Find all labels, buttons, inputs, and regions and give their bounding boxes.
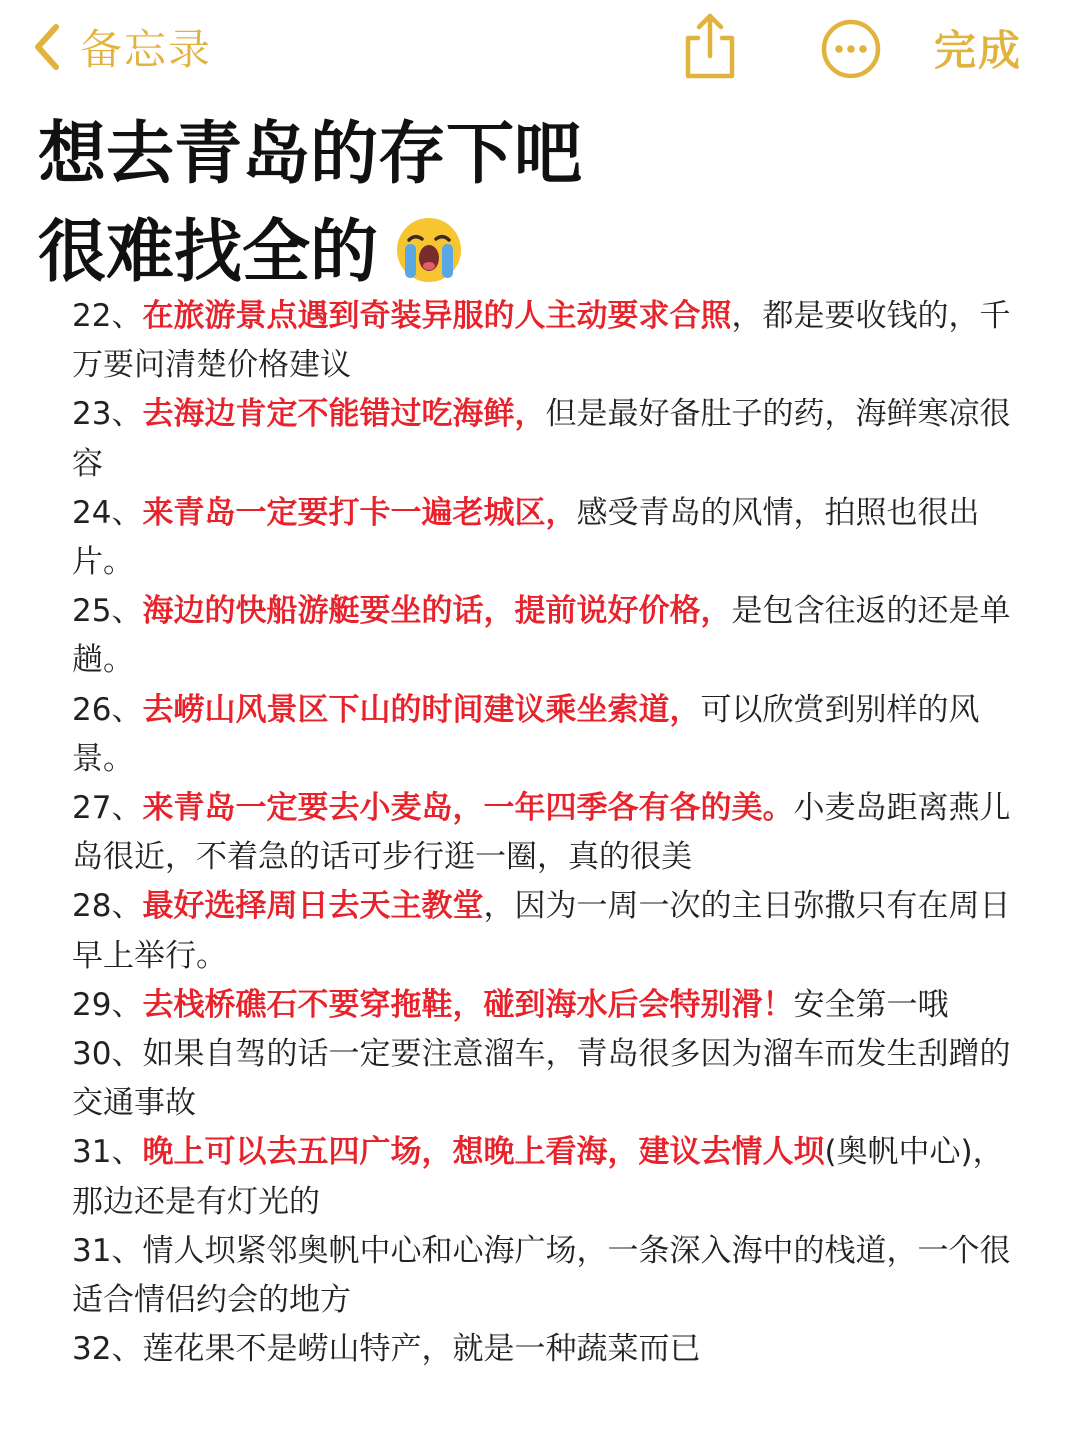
list-item: 22、在旅游景点遇到奇装异服的人主动要求合照，都是要收钱的，千万要问清楚价格建议 xyxy=(72,298,1011,384)
title-line-2 xyxy=(38,204,1038,302)
list-item: 31、情人坝紧邻奥帆中心和心海广场，一条深入海中的栈道，一个很适合情侣约会的地方 xyxy=(72,1232,1011,1319)
list-item: 28、最好选择周日去天主教堂，因为一周一次的主日弥撒只有在周日早上举行。 xyxy=(72,888,1011,974)
list-item: 27、来青岛一定要去小麦岛，一年四季各有各的美。小麦岛距离燕儿岛很近，不着急的话可步行逛一圈，真的很美 xyxy=(72,790,1011,876)
share-icon xyxy=(680,12,740,82)
list-item: 24、来青岛一定要打卡一遍老城区，感受青岛的风情，拍照也很出片。 xyxy=(72,494,980,581)
chevron-left-icon xyxy=(28,21,68,73)
share-button[interactable] xyxy=(680,12,740,82)
list-item: 32、莲花果不是崂山特产，就是一种蔬菜而已 xyxy=(72,1331,701,1368)
list-item: 31、晚上可以去五四广场，想晚上看海，建议去情人坝(奥帆中心)，那边还是有灯光的 xyxy=(72,1134,1004,1220)
back-label: 备忘录 xyxy=(80,25,213,74)
more-icon xyxy=(820,18,882,80)
done-button[interactable]: 完成 xyxy=(934,26,1023,75)
tips-list xyxy=(72,292,1017,1374)
list-item: 29、去栈桥礁石不要穿拖鞋，碰到海水后会特别滑！安全第一哦 xyxy=(72,986,949,1023)
list-item: 30、如果自驾的话一定要注意溜车，青岛很多因为溜车而发生刮蹭的交通事故 xyxy=(72,1036,1011,1122)
title-line-2-text: 很难找全的 xyxy=(38,213,379,292)
title-line-1: 想去青岛的存下吧 xyxy=(38,115,583,194)
crying-face-emoji-icon xyxy=(394,214,464,284)
list-item: 25、海边的快船游艇要坐的话，提前说好价格，是包含往返的还是单趟。 xyxy=(72,593,1011,679)
list-item: 26、去崂山风景区下山的时间建议乘坐索道，可以欣赏到别样的风景。 xyxy=(72,691,980,777)
note-title xyxy=(38,106,1038,302)
nav-bar xyxy=(0,0,1080,100)
back-button[interactable] xyxy=(28,14,212,80)
more-button[interactable] xyxy=(820,18,882,80)
list-item: 23、去海边肯定不能错过吃海鲜，但是最好备肚子的药，海鲜寒凉很容 xyxy=(72,396,1011,482)
